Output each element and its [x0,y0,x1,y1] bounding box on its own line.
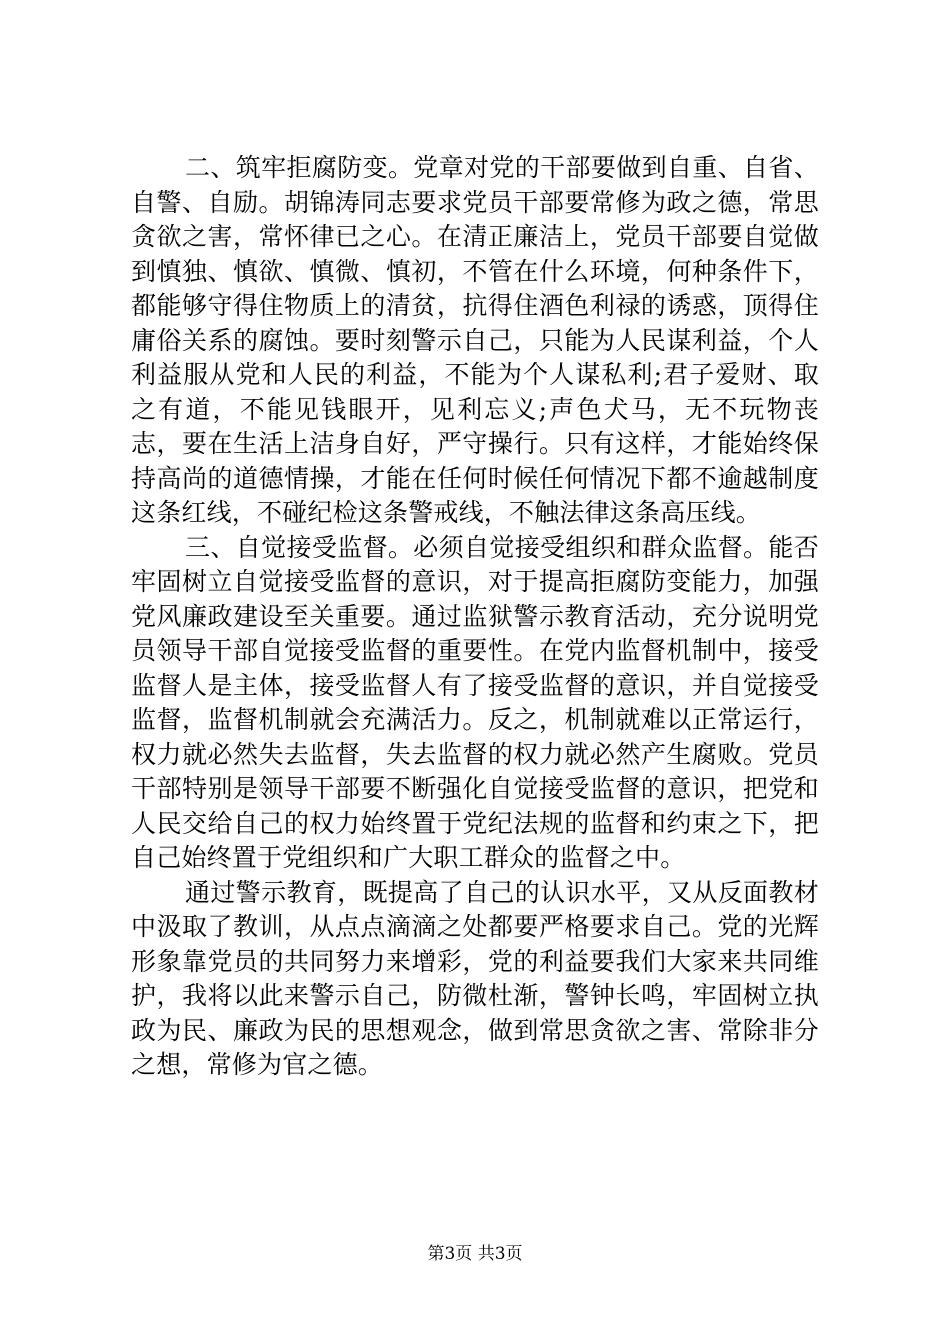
paragraph-accept-supervision: 三、自觉接受监督。必须自觉接受组织和群众监督。能否牢固树立自觉接受监督的意识，对于提高拒腐防变能力，加强党风廉政建设至关重要。通过监狱警示教育活动，充分说明党员领导干部自觉接受监督的重要性。在党内监督机制中，接受监督人是主体，接受监督人有了接受监督的意识，并自觉接受监督，监督机制就会充满活力。反之，机制就难以正常运行，权力就必然失去监督，失去监督的权力就必然产生腐败。党员干部特别是领导干部要不断强化自觉接受监督的意识，把党和人民交给自己的权力始终置于党纪法规的监督和约束之下，把自己始终置于党组织和广大职工群众的监督之中。 [131,532,819,872]
paragraph-conclusion: 通过警示教育，既提高了自己的认识水平，又从反面教材中汲取了教训，从点点滴滴之处都要严格要求自己。党的光辉形象靠党员的共同努力来增彩，党的利益要我们大家来共同维护，我将以此来警示自己，防微杜渐，警钟长鸣，牢固树立执政为民、廉政为民的思想观念，做到常思贪欲之害、常除非分之想，常修为官之德。 [131,877,819,1079]
paragraph-resist-corruption: 二、筑牢拒腐防变。党章对党的干部要做到自重、自省、自警、自励。胡锦涛同志要求党员干部要常修为政之德，常思贪欲之害，常怀律已之心。在清正廉洁上，党员干部要自觉做到慎独、慎欲、慎微、慎初，不管在什么环境，何种条件下，都能够守得住物质上的清贫，抗得住酒色利禄的诱惑，顶得住庸俗关系的腐蚀。要时刻警示自己，只能为人民谋利益，个人利益服从党和人民的利益，不能为个人谋私利;君子爱财、取之有道，不能见钱眼开，见利忘义;声色犬马，无不玩物丧志，要在生活上洁身自好，严守操行。只有这样，才能始终保持高尚的道德情操，才能在任何时候任何情况下都不逾越制度这条红线，不碰纪检这条警戒线，不触法律这条高压线。 [131,153,819,527]
document-body [131,151,819,1083]
page-number: 第3页 共3页 [427,1244,523,1264]
page-footer [0,1243,950,1265]
